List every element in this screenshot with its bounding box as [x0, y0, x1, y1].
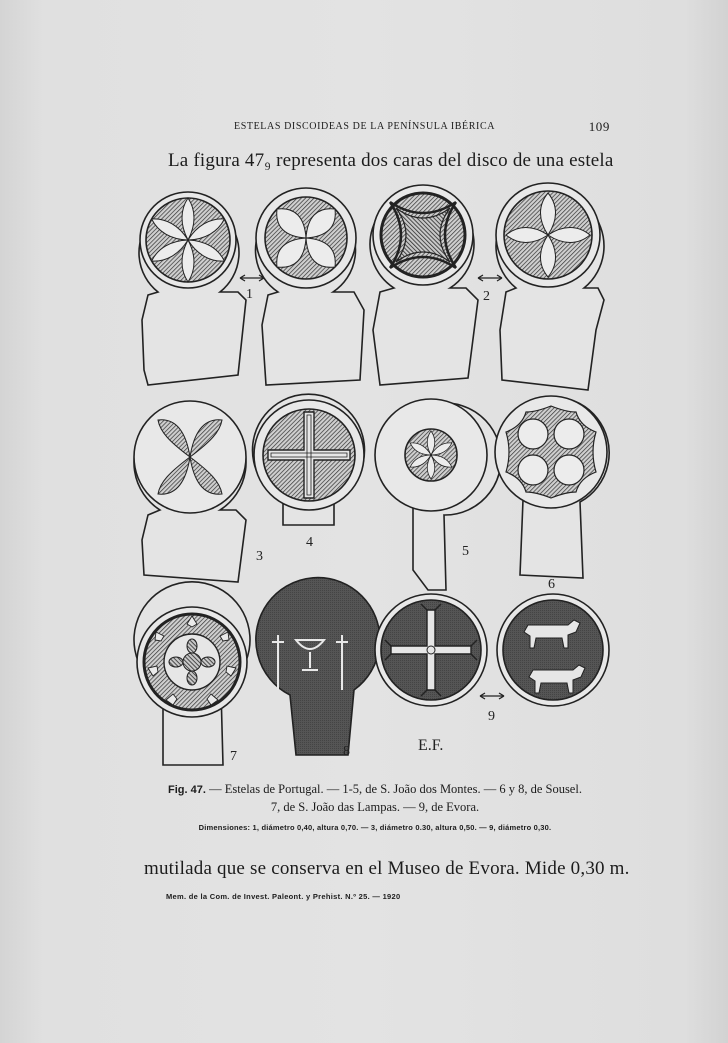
stelae-illustration [128, 180, 618, 770]
stele-8 [256, 578, 380, 755]
running-title: ESTELAS DISCOIDEAS DE LA PENÍNSULA IBÉRICA [234, 121, 496, 132]
figure-label-8: 8 [343, 744, 350, 759]
figure-47 [128, 180, 618, 770]
caption-text-1: — Estelas de Portugal. — 1-5, de S. João dos Montes. — 6 y 8, de Sousel. [205, 782, 582, 796]
stele-1-face-b [256, 188, 365, 385]
caption-line-2: 7, de S. João das Lampas. — 9, de Evora. [270, 800, 480, 814]
figure-label-9: 9 [488, 709, 495, 724]
figure-label-5: 5 [462, 544, 469, 559]
stele-9-face-a [375, 594, 487, 706]
stele-7 [134, 582, 250, 765]
stele-6 [495, 396, 609, 578]
page-footer: Mem. de la Com. de Invest. Paleont. y Prehist. N.º 25. — 1920 [166, 892, 401, 901]
intro-text-line: La figura 47₉ representa dos caras del disco de una estela [168, 150, 614, 171]
page-number: 109 [588, 119, 610, 134]
stele-9-face-b [497, 594, 609, 706]
closing-text-line: mutilada que se conserva en el Museo de Evora. Mide 0,30 m. [144, 858, 630, 879]
figure-label-2: 2 [483, 289, 490, 304]
figure-label-7: 7 [230, 749, 237, 764]
figure-caption [130, 781, 620, 816]
figure-label-1: 1 [246, 287, 253, 302]
caption-line-1 [130, 781, 620, 799]
dimensions-note: Dimensiones: 1, diámetro 0,40, altura 0,70. — 3, diámetro 0.30, altura 0,50. — 9, diámetro 0,30. [198, 823, 552, 832]
artist-signature: E.F. [418, 737, 444, 754]
figure-label-6: 6 [548, 577, 555, 592]
stele-3 [134, 401, 246, 582]
stele-2-face-b [496, 183, 604, 390]
stele-1-face-a [139, 192, 246, 385]
figure-label-4: 4 [306, 535, 313, 550]
stele-2-face-a [370, 185, 478, 385]
caption-label: Fig. 47. [168, 784, 206, 796]
stele-4 [253, 394, 365, 525]
figure-label-3: 3 [256, 549, 263, 564]
stele-5 [375, 399, 501, 590]
